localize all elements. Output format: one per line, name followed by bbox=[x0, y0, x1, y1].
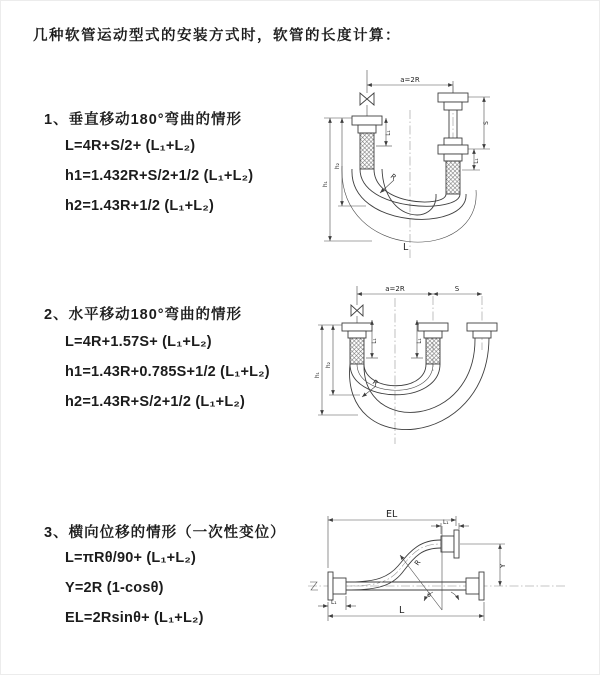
dim-label-s: S bbox=[484, 121, 490, 125]
dim-label-h2: h₂ bbox=[335, 163, 341, 169]
formula: EL=2Rsinθ+ (L₁+L₂) bbox=[65, 610, 204, 626]
formula: L=πRθ/90+ (L₁+L₂) bbox=[65, 550, 197, 566]
dim-label-l1-right: L₁ bbox=[474, 158, 480, 164]
section-1-heading: 1、垂直移动180°弯曲的情形 bbox=[44, 112, 243, 128]
length-label: L bbox=[403, 242, 409, 253]
dim-label-l1-bottom: L₁ bbox=[331, 600, 337, 606]
formula: Y=2R (1-cosθ) bbox=[65, 580, 164, 596]
section-3-formulas bbox=[65, 543, 204, 633]
dim-label-h2: h₂ bbox=[326, 362, 332, 368]
diagram-horizontal-bend bbox=[306, 280, 596, 462]
right-fitting-moved bbox=[467, 323, 497, 338]
dim-label-h1: h₁ bbox=[323, 181, 329, 187]
valve-icon bbox=[351, 305, 363, 316]
dim-label-l: L bbox=[399, 605, 405, 616]
page-title: 几种软管运动型式的安装方式时，软管的长度计算： bbox=[33, 28, 401, 44]
dim-label-a2r: a=2R bbox=[400, 76, 420, 84]
formula: L=4R+1.57S+ (L₁+L₂) bbox=[65, 334, 212, 350]
section-3-heading: 3、横向位移的情形（一次性变位） bbox=[44, 525, 286, 541]
radius-label: R bbox=[370, 378, 380, 388]
formula: h2=1.43R+S/2+1/2 (L₁+L₂) bbox=[65, 394, 246, 410]
left-flange bbox=[328, 572, 346, 600]
right-fitting bbox=[438, 93, 468, 194]
dim-label-l1-mid: L₁ bbox=[417, 338, 423, 344]
dim-label-s: S bbox=[454, 285, 460, 293]
formula: h2=1.43R+1/2 (L₁+L₂) bbox=[65, 198, 215, 214]
formula: h1=1.432R+S/2+1/2 (L₁+L₂) bbox=[65, 168, 254, 184]
centerlines bbox=[395, 296, 482, 444]
section-2-formulas bbox=[65, 327, 270, 417]
angle-label: θ bbox=[427, 593, 431, 599]
diagram-vertical-bend bbox=[308, 66, 593, 263]
formula: L=4R+S/2+ (L₁+L₂) bbox=[65, 138, 196, 154]
dim-label-h1: h₁ bbox=[315, 372, 321, 378]
dim-label-l1-top: L₁ bbox=[443, 520, 449, 526]
formula: h1=1.43R+0.785S+1/2 (L₁+L₂) bbox=[65, 364, 270, 380]
diagram-lateral-displacement bbox=[298, 498, 600, 653]
section-1-formulas bbox=[65, 131, 253, 221]
radius-label: R bbox=[388, 172, 398, 182]
valve-icon bbox=[360, 93, 374, 105]
dim-label-el: EL bbox=[386, 509, 398, 520]
dim-label-y: Y bbox=[499, 563, 507, 568]
radius-label: R bbox=[413, 558, 423, 568]
left-fitting bbox=[352, 116, 382, 169]
dim-label-l1-left: L₁ bbox=[372, 338, 378, 344]
section-2-heading: 2、水平移动180°弯曲的情形 bbox=[44, 307, 243, 323]
dim-label-l1-left: L₁ bbox=[386, 130, 392, 136]
dim-label-a2r: a=2R bbox=[385, 285, 405, 293]
